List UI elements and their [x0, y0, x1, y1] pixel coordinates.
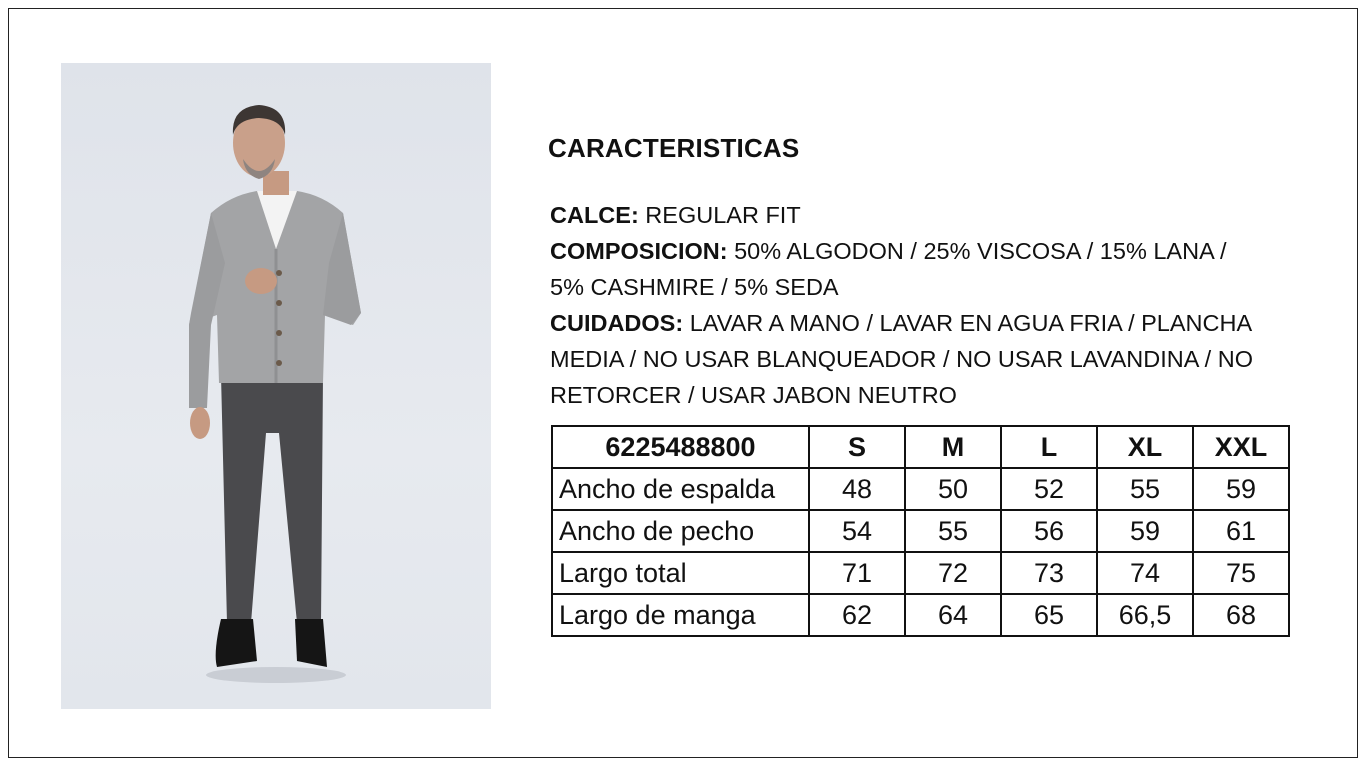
size-header-xl: XL: [1097, 426, 1193, 468]
table-cell: 56: [1001, 510, 1097, 552]
table-row: [552, 468, 1289, 510]
size-header-l: L: [1001, 426, 1097, 468]
cuidados-line-3: RETORCER / USAR JABON NEUTRO: [550, 382, 957, 408]
cuidados-value: LAVAR A MANO / LAVAR EN AGUA FRIA / PLANCHA: [683, 310, 1253, 336]
size-table: [551, 425, 1290, 637]
size-header-s: S: [809, 426, 905, 468]
composicion-line-2: 5% CASHMIRE / 5% SEDA: [550, 274, 839, 300]
table-cell: 73: [1001, 552, 1097, 594]
table-cell: 59: [1097, 510, 1193, 552]
product-code: 6225488800: [552, 426, 809, 468]
cuidados-line: [550, 305, 1290, 341]
table-cell: 68: [1193, 594, 1289, 636]
product-photo: [61, 63, 491, 709]
size-header-m: M: [905, 426, 1001, 468]
table-cell: 64: [905, 594, 1001, 636]
table-cell: 74: [1097, 552, 1193, 594]
row-label: Largo de manga: [552, 594, 809, 636]
table-cell: 65: [1001, 594, 1097, 636]
table-cell: 62: [809, 594, 905, 636]
table-cell: 50: [905, 468, 1001, 510]
table-cell: 55: [905, 510, 1001, 552]
table-row: [552, 594, 1289, 636]
specs-block: [550, 197, 1290, 413]
cuidados-label: CUIDADOS:: [550, 310, 684, 336]
cuidados-line-2: MEDIA / NO USAR BLANQUEADOR / NO USAR LAVANDINA / NO: [550, 346, 1253, 372]
table-cell: 72: [905, 552, 1001, 594]
composicion-line: [550, 233, 1290, 269]
size-header-xxl: XXL: [1193, 426, 1289, 468]
page-title: CARACTERISTICAS: [548, 133, 800, 163]
table-row: [552, 510, 1289, 552]
composicion-label: COMPOSICION:: [550, 238, 728, 264]
table-cell: 75: [1193, 552, 1289, 594]
table-cell: 59: [1193, 468, 1289, 510]
table-cell: 54: [809, 510, 905, 552]
row-label: Ancho de espalda: [552, 468, 809, 510]
row-label: Largo total: [552, 552, 809, 594]
table-cell: 61: [1193, 510, 1289, 552]
calce-value: REGULAR FIT: [638, 202, 801, 228]
size-table-header: [552, 426, 1289, 468]
table-cell: 48: [809, 468, 905, 510]
table-cell: 52: [1001, 468, 1097, 510]
table-cell: 55: [1097, 468, 1193, 510]
composicion-value: 50% ALGODON / 25% VISCOSA / 15% LANA /: [727, 238, 1227, 264]
row-label: Ancho de pecho: [552, 510, 809, 552]
model-illustration: [61, 63, 491, 709]
calce-line: [550, 197, 1290, 233]
table-cell: 66,5: [1097, 594, 1193, 636]
table-row: [552, 552, 1289, 594]
calce-label: CALCE:: [550, 202, 639, 228]
table-cell: 71: [809, 552, 905, 594]
